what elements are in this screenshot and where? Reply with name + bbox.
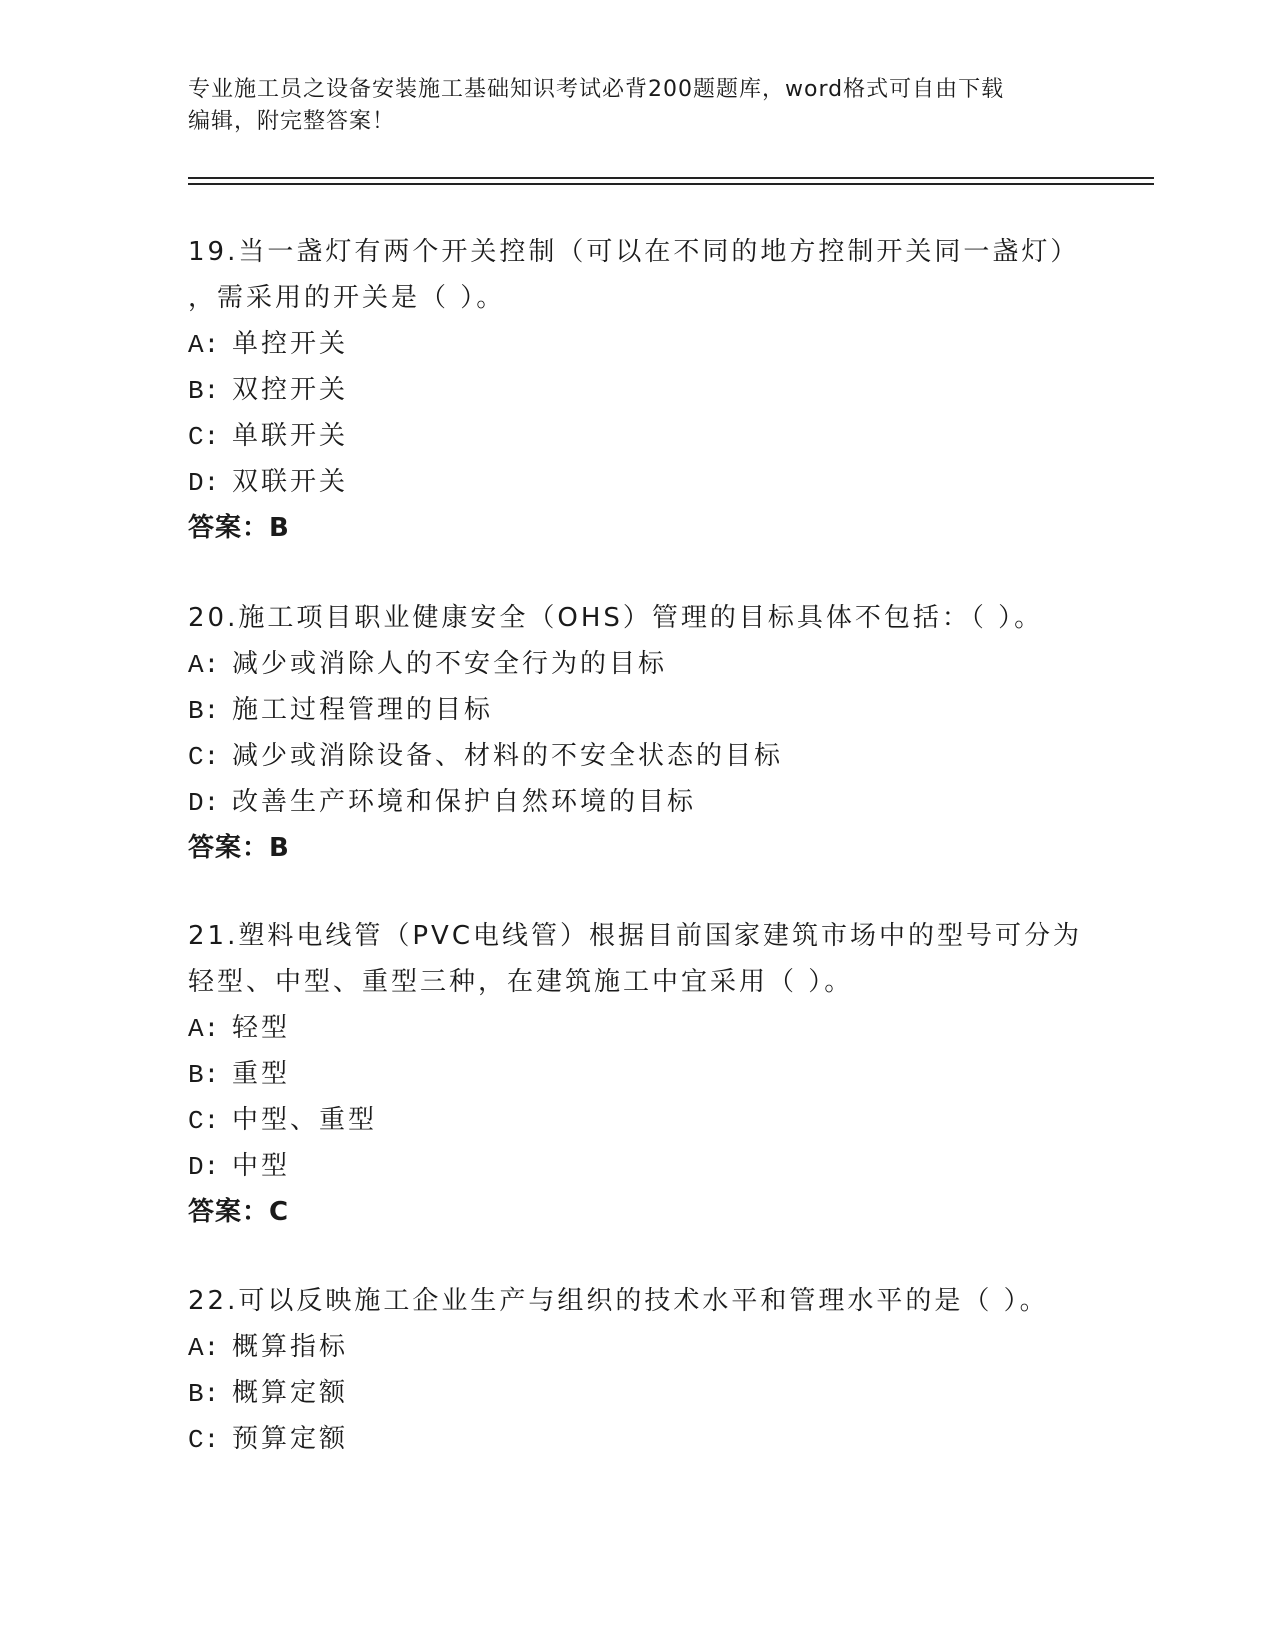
document-header <box>188 74 1088 138</box>
option-d <box>188 779 1088 825</box>
option-b <box>188 367 1088 413</box>
option-text: 单联开关 <box>232 421 349 451</box>
option-b <box>188 1370 1088 1416</box>
answer-line: 答案：B <box>188 833 290 863</box>
option-key: C: <box>188 1106 220 1136</box>
option-text: 施工过程管理的目标 <box>232 695 494 725</box>
question-stem-line: 轻型、中型、重型三种，在建筑施工中宜采用（ ）。 <box>188 967 854 997</box>
option-text: 概算指标 <box>232 1332 349 1362</box>
option-key: B: <box>188 1060 220 1090</box>
question-20 <box>188 595 1088 871</box>
option-key: D: <box>188 1152 220 1182</box>
option-key: D: <box>188 788 220 818</box>
answer-line: 答案：B <box>188 513 290 543</box>
option-c <box>188 1097 1088 1143</box>
header-rule-bottom <box>188 183 1154 185</box>
option-a <box>188 641 1088 687</box>
question-stem-line: ，需采用的开关是（ ）。 <box>188 283 506 313</box>
question-19 <box>188 229 1088 551</box>
question-stem-line: 22.可以反映施工企业生产与组织的技术水平和管理水平的是（ ）。 <box>188 1286 1049 1316</box>
option-text: 概算定额 <box>232 1378 349 1408</box>
option-key: B: <box>188 696 220 726</box>
option-text: 减少或消除人的不安全行为的目标 <box>232 649 668 679</box>
option-d <box>188 459 1088 505</box>
option-text: 预算定额 <box>232 1424 349 1454</box>
option-key: C: <box>188 742 220 772</box>
option-key: C: <box>188 1425 220 1455</box>
option-a <box>188 1005 1088 1051</box>
option-key: B: <box>188 1379 220 1409</box>
header-line-1: 专业施工员之设备安装施工基础知识考试必背200题题库，word格式可自由下载 <box>188 77 1005 102</box>
option-text: 双联开关 <box>232 467 349 497</box>
option-c <box>188 1416 1088 1462</box>
option-a <box>188 321 1088 367</box>
option-text: 减少或消除设备、材料的不安全状态的目标 <box>232 741 784 771</box>
option-text: 轻型 <box>232 1013 291 1043</box>
header-rule-top <box>188 177 1154 179</box>
option-key: C: <box>188 422 220 452</box>
question-stem-line: 21.塑料电线管（PVC电线管）根据目前国家建筑市场中的型号可分为 <box>188 921 1082 951</box>
option-key: A: <box>188 1014 220 1044</box>
option-d <box>188 1143 1088 1189</box>
question-22 <box>188 1278 1088 1462</box>
answer-line: 答案：C <box>188 1197 290 1227</box>
option-text: 双控开关 <box>232 375 349 405</box>
option-key: A: <box>188 650 220 680</box>
option-a <box>188 1324 1088 1370</box>
option-key: A: <box>188 1333 220 1363</box>
option-key: A: <box>188 330 220 360</box>
option-b <box>188 687 1088 733</box>
question-21 <box>188 913 1088 1235</box>
option-text: 改善生产环境和保护自然环境的目标 <box>232 787 697 817</box>
option-c <box>188 733 1088 779</box>
option-key: D: <box>188 468 220 498</box>
question-stem-line: 20.施工项目职业健康安全（OHS）管理的目标具体不包括：（ ）。 <box>188 603 1044 633</box>
option-text: 中型 <box>232 1151 291 1181</box>
option-b <box>188 1051 1088 1097</box>
option-text: 中型、重型 <box>232 1105 378 1135</box>
header-line-2: 编辑，附完整答案！ <box>188 109 396 134</box>
option-c <box>188 413 1088 459</box>
option-text: 单控开关 <box>232 329 349 359</box>
option-key: B: <box>188 376 220 406</box>
option-text: 重型 <box>232 1059 291 1089</box>
question-stem-line: 19.当一盏灯有两个开关控制（可以在不同的地方控制开关同一盏灯） <box>188 237 1080 267</box>
